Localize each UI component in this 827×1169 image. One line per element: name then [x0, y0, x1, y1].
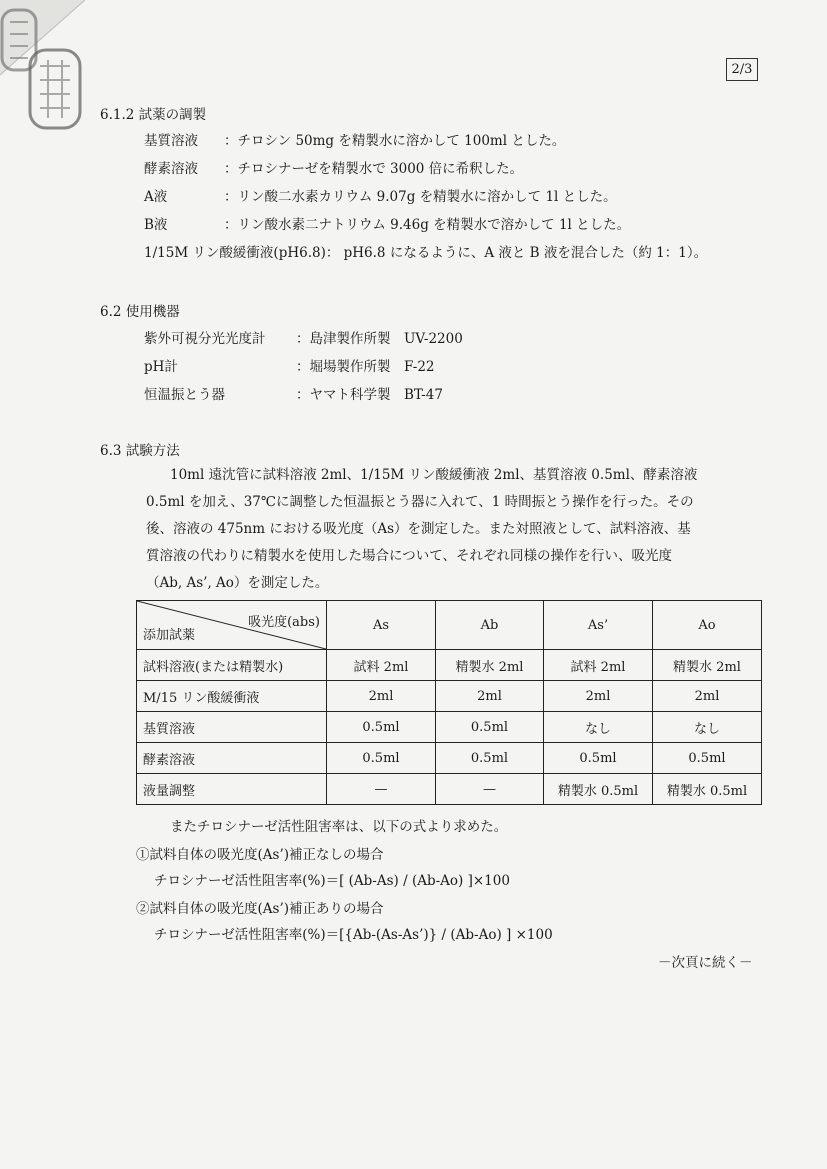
table-cell: 精製水 2ml: [653, 650, 762, 681]
table-cell: 試料 2ml: [327, 650, 436, 681]
table-row: [137, 743, 762, 774]
table-cell: 精製水 0.5ml: [544, 774, 653, 805]
row-label: 酵素溶液: [137, 743, 327, 774]
reagent-label: 酵素溶液: [144, 161, 198, 177]
table-cell: 0.5ml: [544, 743, 653, 774]
table-cell: 2ml: [653, 681, 762, 712]
reagent-table: [136, 600, 762, 805]
table-cell: 0.5ml: [653, 743, 762, 774]
table-cell: 0.5ml: [327, 712, 436, 743]
reagent-text: ：チロシナーゼを精製水で 3000 倍に希釈した。: [224, 161, 524, 177]
table-cell: 0.5ml: [436, 743, 544, 774]
table-corner-cell: [137, 601, 327, 650]
equipment-label: 紫外可視分光光度計: [144, 331, 266, 347]
corner-bottom-label: 添加試薬: [143, 628, 196, 643]
equipment-label: 恒温振とう器: [144, 387, 225, 403]
table-header-row: [137, 601, 762, 650]
table-cell: —: [436, 774, 544, 805]
equipment-text: ：島津製作所製 UV-2200: [296, 331, 463, 347]
row-label: 試料溶液(または精製水): [137, 650, 327, 681]
column-header: Ab: [436, 601, 544, 650]
table-cell: 試料 2ml: [544, 650, 653, 681]
table-cell: 0.5ml: [436, 712, 544, 743]
formula-case2-title: ②試料自体の吸光度(As’)補正ありの場合: [136, 901, 384, 917]
column-header: As: [327, 601, 436, 650]
table-row: [137, 650, 762, 681]
table-cell: 2ml: [327, 681, 436, 712]
equipment-label: pH計: [144, 359, 178, 375]
row-label: 基質溶液: [137, 712, 327, 743]
reagent-label: 基質溶液: [144, 133, 198, 149]
row-label: M/15 リン酸緩衝液: [137, 681, 327, 712]
table-row: [137, 712, 762, 743]
section-62-heading: 6.2 使用機器: [100, 304, 180, 320]
table-cell: 2ml: [436, 681, 544, 712]
method-paragraph-line: 0.5ml を加え、37℃に調整した恒温振とう器に入れて、1 時間振とう操作を行った。その: [146, 494, 694, 510]
formula-case2: チロシナーゼ活性阻害率(%)＝[{Ab-(As-As’)} / (Ab-Ao) ] ×100: [154, 927, 553, 943]
column-header: Ao: [653, 601, 762, 650]
table-cell: なし: [653, 712, 762, 743]
method-paragraph-line: 質溶液の代わりに精製水を使用した場合について、それぞれ同様の操作を行い、吸光度: [146, 548, 672, 564]
buffer-line: 1/15M リン酸緩衝液(pH6.8)： pH6.8 になるように、A 液と B 液を混合した（約 1：1）。: [144, 245, 708, 261]
equipment-text: ：堀場製作所製 F-22: [296, 359, 435, 375]
table-cell: なし: [544, 712, 653, 743]
table-row: [137, 681, 762, 712]
table-cell: 0.5ml: [327, 743, 436, 774]
formula-case1-title: ①試料自体の吸光度(As’)補正なしの場合: [136, 847, 384, 863]
method-paragraph-line: 10ml 遠沈管に試料溶液 2ml、1/15M リン酸緩衝液 2ml、基質溶液 0.5ml、酵素溶液: [170, 467, 698, 483]
section-612-heading: 6.1.2 試薬の調製: [100, 107, 207, 123]
reagent-label: A液: [144, 189, 168, 205]
section-63-heading: 6.3 試験方法: [100, 443, 180, 459]
page-number: 2/3: [726, 58, 758, 81]
table-cell: 精製水 0.5ml: [653, 774, 762, 805]
table-row: [137, 774, 762, 805]
column-header: As’: [544, 601, 653, 650]
continued-note: －次頁に続く－: [658, 955, 753, 971]
seal-stamp-icon: [0, 0, 100, 140]
row-label: 液量調整: [137, 774, 327, 805]
formula-intro: またチロシナーゼ活性阻害率は、以下の式より求めた。: [170, 819, 508, 835]
table-cell: —: [327, 774, 436, 805]
method-paragraph-line: （Ab, As’, Ao）を測定した。: [146, 575, 329, 591]
corner-top-label: 吸光度(abs): [248, 615, 320, 630]
reagent-text: ：リン酸二水素カリウム 9.07g を精製水に溶かして 1l とした。: [224, 189, 617, 205]
formula-case1: チロシナーゼ活性阻害率(%)＝[ (Ab-As) / (Ab-Ao) ]×100: [154, 873, 510, 889]
table-cell: 2ml: [544, 681, 653, 712]
reagent-text: ：リン酸水素二ナトリウム 9.46g を精製水で溶かして 1l とした。: [224, 217, 631, 233]
reagent-label: B液: [144, 217, 168, 233]
equipment-text: ：ヤマト科学製 BT-47: [296, 387, 443, 403]
table-cell: 精製水 2ml: [436, 650, 544, 681]
method-paragraph-line: 後、溶液の 475nm における吸光度（As）を測定した。また対照液として、試料溶液、基: [146, 521, 691, 537]
reagent-text: ：チロシン 50mg を精製水に溶かして 100ml とした。: [224, 133, 566, 149]
